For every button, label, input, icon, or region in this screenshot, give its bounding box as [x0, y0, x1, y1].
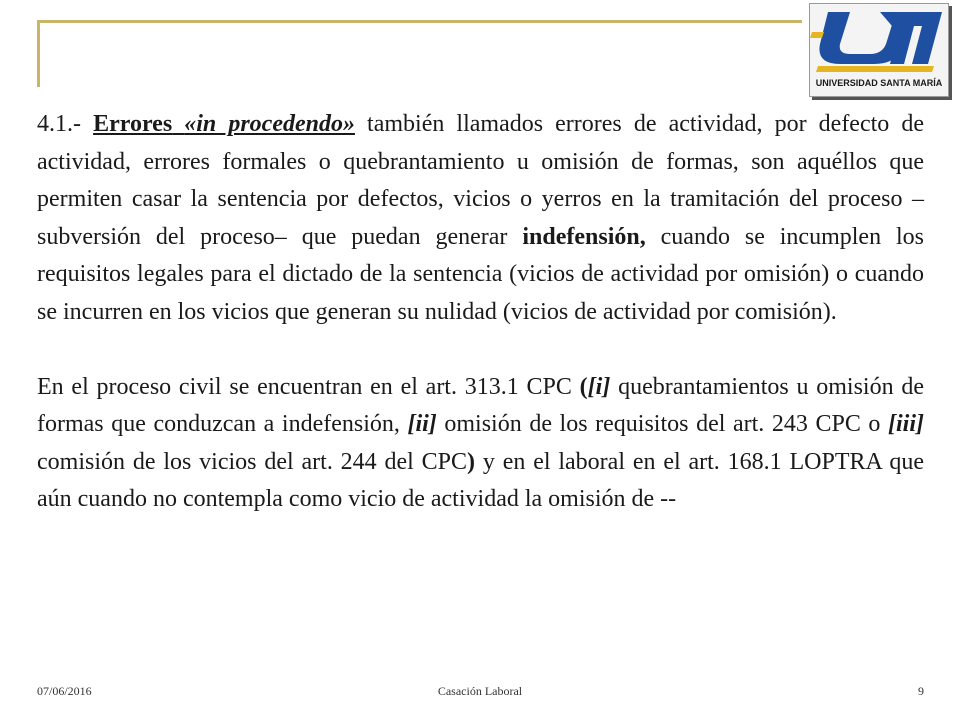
logo-text: UNIVERSIDAD SANTA MARÍA — [815, 78, 943, 88]
frame-left-line — [37, 20, 40, 87]
frame-top-line — [37, 20, 802, 23]
slide-body — [37, 106, 924, 519]
university-logo — [809, 3, 949, 97]
paragraph-2: En el proceso civil se encuentran en el art. 313.1 CPC ([i] quebrantamientos u omisión de formas que conduzcan a indefensión, [ii] omisión de los requisitos del art. 243 CPC o [iii] comisión de los vicios del art. 244 del CPC) y en el laboral en el art. 168.1 LOPTRA que aún cuando no contempla como vicio de actividad la omisión de -- — [37, 373, 925, 512]
term-indefension: indefensión, — [522, 223, 646, 250]
paragraph-1: 4.1.- Errores «in procedendo» también llamados errores de actividad, por defecto de actividad, errores formales o quebrantamiento u omisión de formas, son aquéllos que permiten casar la sentencia por defectos, vicios o yerros en la tramitación del proceso –subversión del proceso– que puedan generar indefensión, cuando se incumplen los requisitos legales para el dictado de la sentencia (vicios de actividad por omisión) o cuando se incurren en los vicios que generan su nulidad (vicios de actividad por comisión). — [37, 111, 925, 325]
footer-date: 07/06/2016 — [37, 684, 92, 698]
section-number: 4.1.- — [37, 111, 94, 137]
footer-title: Casación Laboral — [437, 684, 523, 698]
marker-i: [i] — [587, 373, 611, 400]
marker-ii: [ii] — [407, 411, 437, 437]
marker-iii: [iii] — [888, 411, 925, 437]
term-errores: Errores «in procedendo» — [93, 111, 355, 137]
page-number: 9 — [918, 684, 924, 698]
